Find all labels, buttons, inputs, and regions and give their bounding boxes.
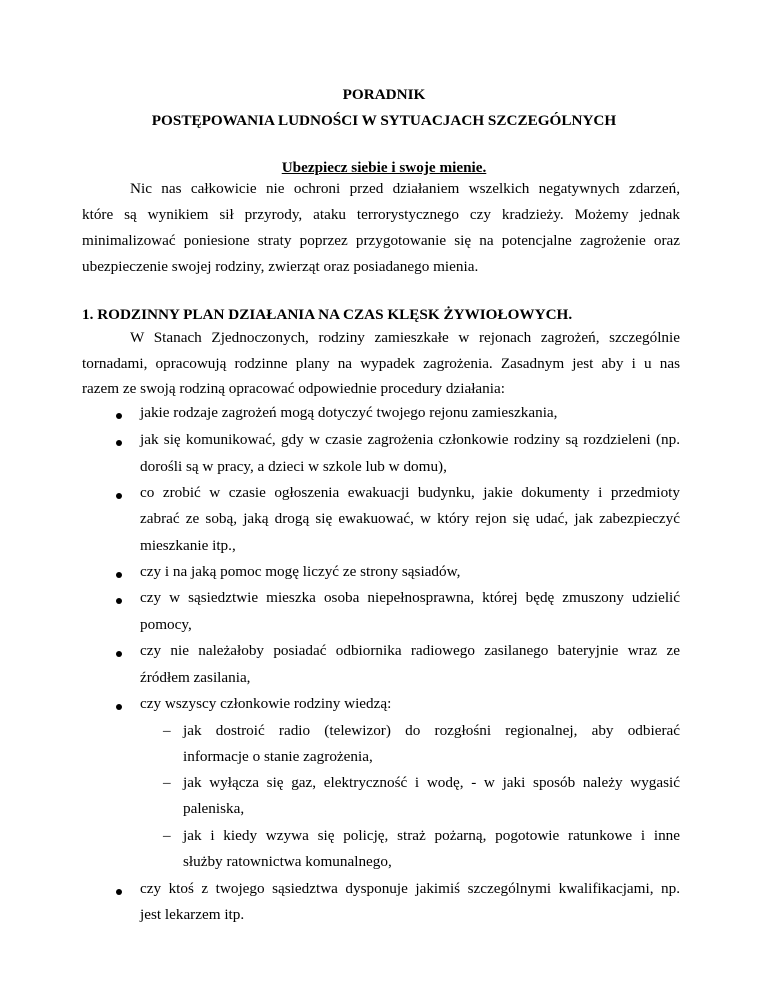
bullet-icon bbox=[116, 493, 122, 499]
subitem-line: informacje o stanie zagrożenia, bbox=[183, 748, 373, 765]
bullet-line: co zrobić w czasie ogłoszenia ewakuacji budynku, jakie dokumenty i przedmioty bbox=[140, 484, 680, 501]
bullet-line: źródłem zasilania, bbox=[140, 669, 251, 686]
section-para-line: tornadami, opracowują rodzinne plany na wypadek zagrożenia. Zasadnym jest aby i u nas bbox=[82, 355, 680, 372]
bullet-line: zabrać ze sobą, jaką drogą się ewakuować, w który rejon się udać, jak zabezpieczyć bbox=[140, 510, 680, 527]
bullet-icon bbox=[116, 651, 122, 657]
bullet-icon bbox=[116, 598, 122, 604]
section-heading: 1. RODZINNY PLAN DZIAŁANIA NA CZAS KLĘSK ŻYWIOŁOWYCH. bbox=[82, 306, 573, 323]
subitem-line: jak wyłącza się gaz, elektryczność i wodę, - w jaki sposób należy wygasić bbox=[183, 774, 680, 791]
document-subtitle: POSTĘPOWANIA LUDNOŚCI W SYTUACJACH SZCZEGÓLNYCH bbox=[151, 112, 617, 129]
bullet-line: czy wszyscy członkowie rodziny wiedzą: bbox=[140, 695, 392, 712]
intro-line: minimalizować poniesione straty poprzez przygotowanie się na potencjalne zagrożenie oraz bbox=[82, 232, 680, 249]
section-para-line: razem ze swoją rodziną opracować odpowiednie procedury działania: bbox=[82, 380, 505, 397]
bullet-line: czy ktoś z twojego sąsiedztwa dysponuje jakimiś szczególnymi kwalifikacjami, np. bbox=[140, 880, 680, 897]
dash-marker: – bbox=[163, 774, 171, 791]
bullet-line: czy i na jaką pomoc mogę liczyć ze strony sąsiadów, bbox=[140, 563, 461, 580]
bullet-icon bbox=[116, 572, 122, 578]
bullet-line: dorośli są w pracy, a dzieci w szkole lub w domu), bbox=[140, 458, 447, 475]
bullet-line: jest lekarzem itp. bbox=[140, 906, 245, 923]
bullet-icon bbox=[116, 889, 122, 895]
subitem-line: jak dostroić radio (telewizor) do rozgłośni regionalnej, aby odbierać bbox=[183, 722, 680, 739]
subitem-line: służby ratownictwa komunalnego, bbox=[183, 853, 392, 870]
subitem-line: paleniska, bbox=[183, 800, 245, 817]
section-tagline bbox=[0, 159, 768, 177]
dash-marker: – bbox=[163, 722, 171, 739]
intro-line: które są wynikiem sił przyrody, ataku terrorystycznego czy kradzieży. Możemy jednak bbox=[82, 206, 680, 223]
bullet-line: jakie rodzaje zagrożeń mogą dotyczyć twojego rejonu zamieszkania, bbox=[140, 404, 558, 421]
intro-line: ubezpieczenie swojej rodziny, zwierząt oraz posiadanego mienia. bbox=[82, 258, 479, 275]
subitem-line: jak i kiedy wzywa się policję, straż pożarną, pogotowie ratunkowe i inne bbox=[183, 827, 680, 844]
bullet-icon bbox=[116, 440, 122, 446]
bullet-line: mieszkanie itp., bbox=[140, 537, 236, 554]
tagline-text: Ubezpiecz siebie i swoje mienie. bbox=[281, 159, 487, 176]
document-title: PORADNIK bbox=[342, 86, 426, 103]
bullet-icon bbox=[116, 704, 122, 710]
bullet-line: czy w sąsiedztwie mieszka osoba niepełnosprawna, której będę zmuszony udzielić bbox=[140, 589, 680, 606]
bullet-line: jak się komunikować, gdy w czasie zagrożenia członkowie rodziny są rozdzieleni (np. bbox=[140, 431, 680, 448]
bullet-icon bbox=[116, 413, 122, 419]
section-para-line: W Stanach Zjednoczonych, rodziny zamieszkałe w rejonach zagrożeń, szczególnie bbox=[130, 329, 680, 346]
bullet-line: pomocy, bbox=[140, 616, 192, 633]
dash-marker: – bbox=[163, 827, 171, 844]
bullet-line: czy nie należałoby posiadać odbiornika radiowego zasilanego bateryjnie wraz ze bbox=[140, 642, 680, 659]
intro-line: Nic nas całkowicie nie ochroni przed działaniem wszelkich negatywnych zdarzeń, bbox=[130, 180, 680, 197]
